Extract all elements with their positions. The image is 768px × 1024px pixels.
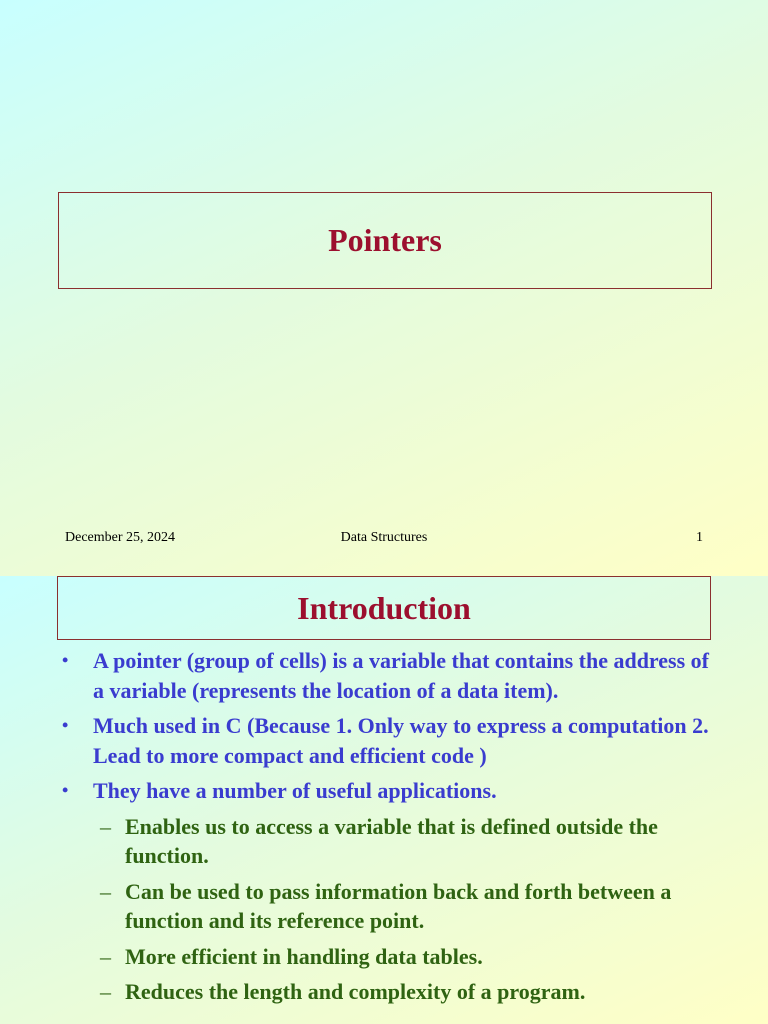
- title-box: [58, 192, 712, 289]
- bullet-item: [62, 711, 712, 770]
- title-box: [57, 576, 711, 640]
- footer-page-number: 1: [696, 530, 703, 545]
- bullet-text: Much used in C (Because 1. Only way to express a computation 2. Lead to more compact and efficient code ): [93, 713, 709, 768]
- bullet-text: A pointer (group of cells) is a variable that contains the address of a variable (represents the location of a data item).: [93, 648, 710, 703]
- bullet-marker: •: [62, 780, 69, 800]
- subbullet-marker: –: [100, 878, 111, 904]
- subbullet-item: [62, 812, 712, 871]
- bullet-marker: •: [62, 715, 69, 735]
- subbullet-marker: –: [100, 979, 111, 1004]
- bullet-list: [62, 646, 712, 1013]
- bullet-text: They have a number of useful applications.: [93, 778, 497, 803]
- footer-course: Data Structures: [340, 530, 428, 545]
- footer-date: December 25, 2024: [65, 530, 176, 545]
- subbullet-text: Can be used to pass information back and forth between a function and its reference point.: [125, 878, 672, 933]
- subbullet-marker: –: [100, 943, 111, 969]
- subbullet-item: [62, 942, 712, 972]
- subbullet-item: [62, 977, 712, 1007]
- subbullet-marker: –: [100, 813, 111, 839]
- slide-introduction: [0, 576, 768, 1024]
- bullet-item: [62, 776, 712, 806]
- subbullet-text: Enables us to access a variable that is defined outside the function.: [125, 813, 658, 868]
- subbullet-item: [62, 877, 712, 936]
- subbullet-text: Reduces the length and complexity of a program.: [125, 979, 586, 1004]
- subbullet-text: More efficient in handling data tables.: [125, 943, 483, 969]
- slide-title: Pointers: [328, 222, 442, 258]
- bullet-item: [62, 646, 712, 705]
- slide-title: Introduction: [297, 589, 471, 626]
- bullet-marker: •: [62, 650, 69, 670]
